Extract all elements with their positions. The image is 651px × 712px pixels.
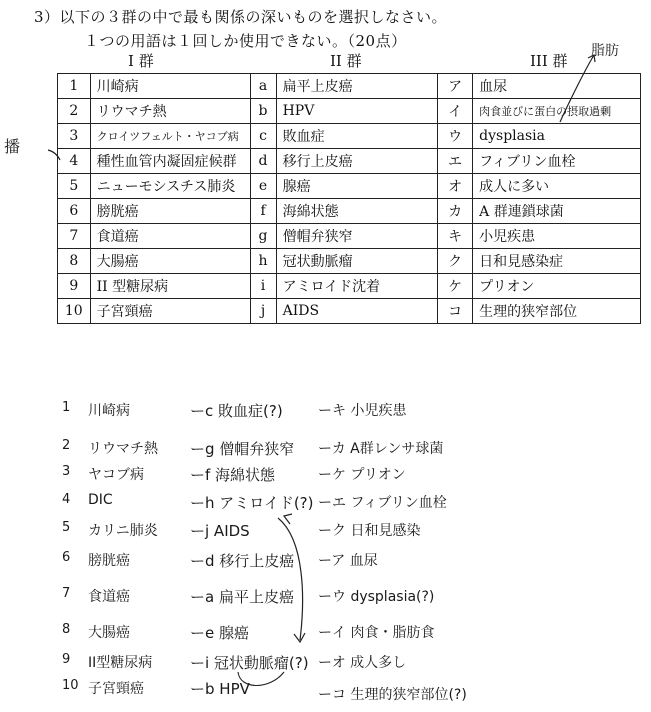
question-title: 3）以下の３群の中で最も関係の深いものを選択しなさい。: [34, 8, 448, 26]
row-number: 8: [58, 249, 91, 274]
group3-kana: オ: [438, 174, 473, 199]
group3-kana: コ: [438, 299, 473, 324]
group1-term: 食道癌: [90, 224, 250, 249]
answer-row: [0, 586, 651, 614]
question-subtitle: １つの用語は１回しか使用できない。（20点）: [84, 32, 407, 50]
group3-kana: イ: [438, 99, 473, 124]
handwritten-note-margin: 播: [4, 137, 21, 156]
group2-term: 移行上皮癌: [276, 149, 437, 174]
group2-letter: e: [250, 174, 276, 199]
answer-number: 1: [62, 400, 71, 415]
answer-extra-row: [0, 684, 651, 712]
answer-row: [0, 492, 651, 520]
group3-term: A 群連鎖球菌: [473, 199, 641, 224]
table-row: [58, 74, 641, 99]
group3-term: フィブリン血栓: [473, 149, 641, 174]
row-number: 1: [58, 74, 91, 99]
answer-group3: ーウ dysplasia(?): [318, 589, 435, 605]
answer-group3: ーキ 小児疾患: [318, 403, 407, 419]
answer-number: 8: [62, 622, 71, 637]
group1-term: 子宮頸癌: [90, 299, 250, 324]
matching-table: [57, 73, 641, 324]
answer-group1: リウマチ熱: [88, 441, 158, 457]
group1-term: リウマチ熱: [90, 99, 250, 124]
row-number: 6: [58, 199, 91, 224]
table-row: [58, 174, 641, 199]
group1-header: I 群: [128, 52, 154, 70]
table-row: [58, 299, 641, 324]
row-number: 4: [58, 149, 91, 174]
answer-group2: ーi 冠状動脈瘤(?): [190, 654, 309, 672]
answer-group1: カリニ肺炎: [88, 523, 158, 539]
answer-group2: ーe 腺癌: [190, 624, 249, 642]
answer-number: 10: [62, 678, 79, 693]
group2-letter: j: [250, 299, 276, 324]
answer-row: [0, 464, 651, 492]
answer-extra: ーコ 生理的狭窄部位(?): [318, 687, 467, 703]
row-number: 9: [58, 274, 91, 299]
answer-group1: 食道癌: [88, 589, 130, 605]
table-row: [58, 274, 641, 299]
group2-term: 敗血症: [276, 124, 437, 149]
group3-kana: キ: [438, 224, 473, 249]
answer-group1: ヤコブ病: [88, 467, 144, 483]
table-row: [58, 199, 641, 224]
group2-letter: a: [250, 74, 276, 99]
answer-number: 3: [62, 464, 71, 479]
group2-letter: d: [250, 149, 276, 174]
group3-kana: ク: [438, 249, 473, 274]
table-row: [58, 124, 641, 149]
table-row: [58, 149, 641, 174]
group3-term: dysplasia: [473, 124, 641, 149]
group2-term: 僧帽弁狭窄: [276, 224, 437, 249]
answer-row: [0, 652, 651, 680]
answer-group2: ーg 僧帽弁狭窄: [190, 440, 295, 458]
answer-row: [0, 622, 651, 650]
answer-group1: 川崎病: [88, 403, 130, 419]
group1-term: ニューモシスチス肺炎: [90, 174, 250, 199]
group3-header: III 群: [530, 52, 568, 70]
group2-term: 海綿状態: [276, 199, 437, 224]
answer-group1: DIC: [88, 492, 113, 508]
answer-group2: ーf 海綿状態: [190, 466, 276, 484]
group2-letter: f: [250, 199, 276, 224]
group3-kana: カ: [438, 199, 473, 224]
group3-term: 成人に多い: [473, 174, 641, 199]
answer-row: [0, 438, 651, 466]
group3-term: 日和見感染症: [473, 249, 641, 274]
answer-row: [0, 550, 651, 578]
group1-term: 種性血管内凝固症候群: [90, 149, 250, 174]
group2-term: AIDS: [276, 299, 437, 324]
answer-group3: ーカ A群レンサ球菌: [318, 441, 444, 457]
group2-letter: b: [250, 99, 276, 124]
answer-group1: 膀胱癌: [88, 553, 130, 569]
group1-term: 川崎病: [90, 74, 250, 99]
group1-term: II 型糖尿病: [90, 274, 250, 299]
row-number: 2: [58, 99, 91, 124]
handwritten-note-fat: 脂肪: [591, 43, 619, 59]
answer-group3: ーク 日和見感染: [318, 523, 421, 539]
answer-group1: II型糖尿病: [88, 655, 153, 671]
group2-term: 腺癌: [276, 174, 437, 199]
answer-number: 9: [62, 652, 71, 667]
group1-term: 膀胱癌: [90, 199, 250, 224]
group3-kana: ケ: [438, 274, 473, 299]
answer-group3: ーオ 成人多し: [318, 655, 407, 671]
answer-number: 4: [62, 492, 71, 507]
group2-letter: i: [250, 274, 276, 299]
group3-kana: ウ: [438, 124, 473, 149]
group3-term: 小児疾患: [473, 224, 641, 249]
group3-term: 血尿: [473, 74, 641, 99]
answer-group1: 子宮頸癌: [88, 681, 144, 697]
group3-kana: ア: [438, 74, 473, 99]
group3-term: 肉食並びに蛋白の摂取過剰: [473, 99, 641, 124]
group2-term: アミロイド沈着: [276, 274, 437, 299]
answer-number: 5: [62, 520, 71, 535]
answer-group2: ーd 移行上皮癌: [190, 552, 295, 570]
answer-row: [0, 520, 651, 548]
group2-letter: c: [250, 124, 276, 149]
answer-group1: 大腸癌: [88, 625, 130, 641]
group3-kana: エ: [438, 149, 473, 174]
group2-term: 扁平上皮癌: [276, 74, 437, 99]
row-number: 3: [58, 124, 91, 149]
row-number: 10: [58, 299, 91, 324]
answer-group3: ーイ 肉食・脂肪食: [318, 625, 435, 641]
group2-letter: g: [250, 224, 276, 249]
group2-term: 冠状動脈瘤: [276, 249, 437, 274]
group3-term: プリオン: [473, 274, 641, 299]
answer-group2: ーh アミロイド(?): [190, 494, 314, 512]
group1-term: 大腸癌: [90, 249, 250, 274]
answer-number: 2: [62, 438, 71, 453]
answer-group3: ーア 血尿: [318, 553, 378, 569]
table-row: [58, 224, 641, 249]
group2-letter: h: [250, 249, 276, 274]
answer-number: 7: [62, 586, 71, 601]
group2-header: II 群: [330, 52, 362, 70]
group1-term: クロイツフェルト・ヤコブ病: [90, 124, 250, 149]
table-row: [58, 99, 641, 124]
answer-group2: ーa 扁平上皮癌: [190, 588, 294, 606]
row-number: 7: [58, 224, 91, 249]
group2-term: HPV: [276, 99, 437, 124]
answer-group2: ーj AIDS: [190, 522, 250, 540]
row-number: 5: [58, 174, 91, 199]
answer-group2: ーb HPV: [190, 680, 250, 698]
answer-number: 6: [62, 550, 71, 565]
table-row: [58, 249, 641, 274]
group3-term: 生理的狭窄部位: [473, 299, 641, 324]
answer-row: [0, 400, 651, 428]
answer-group2: ーc 敗血症(?): [190, 402, 283, 420]
answer-group3: ーエ フィブリン血栓: [318, 495, 447, 511]
answer-group3: ーケ プリオン: [318, 467, 406, 483]
